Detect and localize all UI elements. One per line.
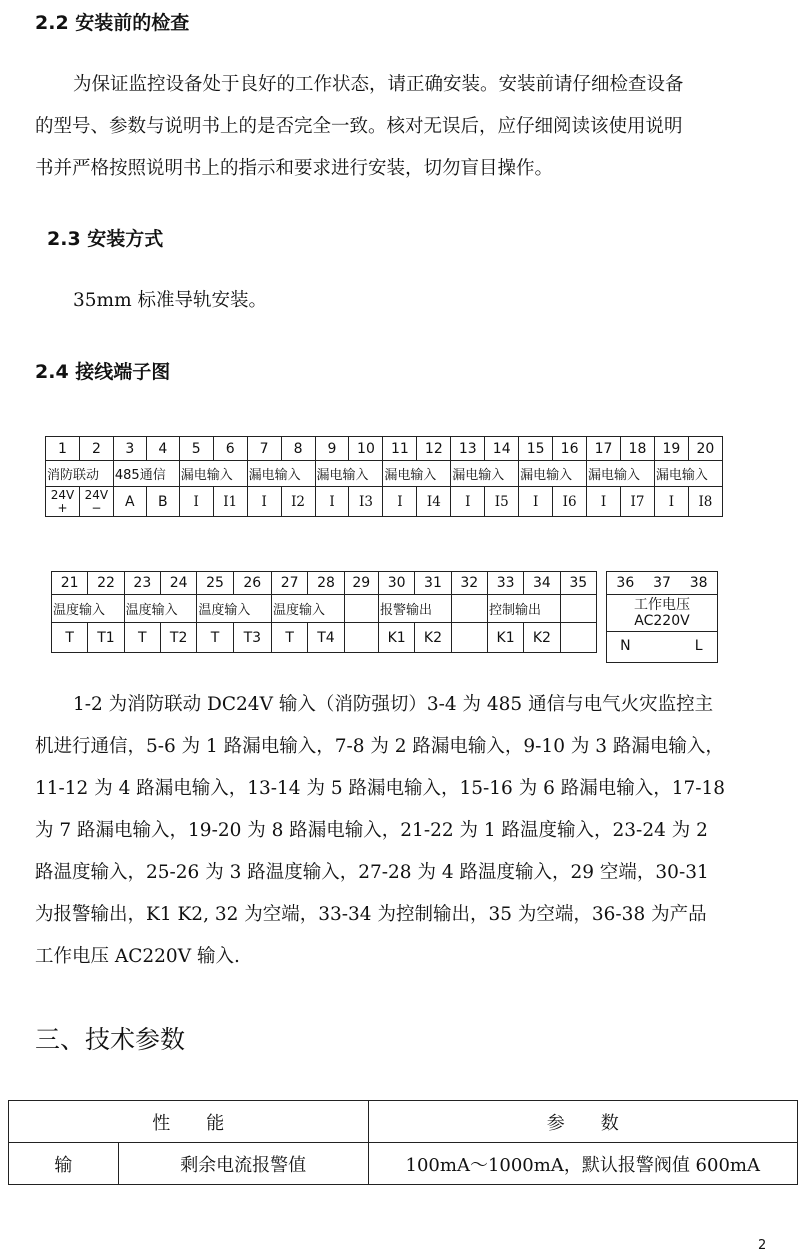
para-line: 1-2 为消防联动 DC24V 输入（消防强切）3-4 为 485 通信与电气火灾监控主 (73, 694, 714, 715)
power-label-line2: AC220V (634, 613, 690, 629)
terminal-io: I4 (417, 487, 451, 517)
terminal-group-label: 漏电输入 (519, 461, 587, 487)
terminal-io: K1 (378, 623, 414, 653)
terminal-io (451, 623, 487, 653)
wiring-description (35, 684, 797, 978)
terminal-number: 23 (124, 572, 160, 595)
terminal-number: 33 (487, 572, 523, 595)
terminal-io: T1 (88, 623, 124, 653)
terminal-io: I (654, 487, 688, 517)
terminal-group-label: 温度输入 (52, 595, 125, 623)
terminal-number: 22 (88, 572, 124, 595)
terminal-group-label: 漏电输入 (179, 461, 247, 487)
terminal-io: K2 (415, 623, 451, 653)
terminal-number: 10 (349, 437, 383, 461)
spec-category: 输 (9, 1143, 119, 1185)
terminal-group-label: 485通信 (113, 461, 179, 487)
terminal-number: 3 (113, 437, 146, 461)
terminal-number: 2 (79, 437, 113, 461)
terminal-number: 8 (281, 437, 315, 461)
terminal-number: 15 (519, 437, 553, 461)
terminal-io: I (587, 487, 621, 517)
terminal-number: 11 (383, 437, 417, 461)
power-number-row (607, 572, 717, 595)
terminal-number: 1 (46, 437, 80, 461)
para-line: 的型号、参数与说明书上的是否完全一致。核对无误后，应仔细阅读该使用说明 (35, 116, 683, 137)
terminal-io: I2 (281, 487, 315, 517)
terminal-io: I (179, 487, 213, 517)
power-label (607, 595, 717, 631)
spec-header-parameter: 参 数 (368, 1101, 797, 1143)
terminal-group-empty (451, 595, 487, 623)
terminal-io (560, 623, 596, 653)
terminal-number: 37 (653, 575, 671, 591)
terminal-io: N (620, 638, 631, 654)
power-terminal-block (606, 571, 718, 663)
terminal-number: 35 (560, 572, 596, 595)
terminal-number: 28 (308, 572, 344, 595)
terminal-24v-plus (46, 487, 80, 517)
terminal-number: 25 (197, 572, 233, 595)
terminal-io: T (271, 623, 307, 653)
terminal-group-label: 控制输出 (487, 595, 560, 623)
terminal-io: T2 (160, 623, 196, 653)
terminal-group-label: 漏电输入 (654, 461, 722, 487)
spec-name: 剩余电流报警值 (118, 1143, 368, 1185)
terminal-group-row (52, 595, 597, 623)
terminal-io: I6 (553, 487, 587, 517)
section-2-3-body: 35mm 标准导轨安装。 (73, 290, 268, 311)
terminal-group-label: 漏电输入 (451, 461, 519, 487)
terminal-io: B (146, 487, 179, 517)
terminal-group-label: 漏电输入 (315, 461, 383, 487)
terminal-io: T (124, 623, 160, 653)
terminal-io: I (451, 487, 485, 517)
terminal-number: 30 (378, 572, 414, 595)
terminal-io: A (113, 487, 146, 517)
terminal-number: 7 (247, 437, 281, 461)
spec-value: 100mA～1000mA，默认报警阀值 600mA (368, 1143, 797, 1185)
para-line: 为 7 路漏电输入，19-20 为 8 路漏电输入，21-22 为 1 路温度输入，23-24 为 2 (35, 820, 708, 841)
section-2-2-title: 2.2 安装前的检查 (35, 12, 190, 34)
para-line: 为保证监控设备处于良好的工作状态，请正确安装。安装前请仔细检查设备 (73, 74, 684, 95)
terminal-number: 16 (553, 437, 587, 461)
terminal-io: I5 (485, 487, 519, 517)
terminal-number: 5 (179, 437, 213, 461)
terminal-io: K2 (524, 623, 560, 653)
terminal-group-row (46, 461, 723, 487)
polarity-label: − (91, 500, 102, 515)
spec-header-row (9, 1101, 798, 1143)
terminal-io: I (315, 487, 349, 517)
voltage-label: 24V (84, 487, 109, 502)
terminal-group-label: 漏电输入 (247, 461, 315, 487)
terminal-number: 32 (451, 572, 487, 595)
power-io-row (607, 631, 717, 660)
terminal-io: L (694, 638, 703, 654)
terminal-number: 12 (417, 437, 451, 461)
terminal-group-label: 漏电输入 (587, 461, 655, 487)
page-number: 2 (758, 1238, 767, 1253)
terminal-number: 34 (524, 572, 560, 595)
terminal-number: 9 (315, 437, 349, 461)
terminal-io: I8 (688, 487, 722, 517)
polarity-label: + (57, 500, 68, 515)
para-line: 为报警输出，K1 K2, 32 为空端，33-34 为控制输出，35 为空端，36-38 为产品 (35, 904, 707, 925)
terminal-group-label: 温度输入 (197, 595, 272, 623)
terminal-number: 21 (52, 572, 88, 595)
terminal-number: 17 (587, 437, 621, 461)
terminal-group-empty (560, 595, 596, 623)
section-3-title: 三、技术参数 (35, 1025, 186, 1054)
terminal-number: 6 (213, 437, 247, 461)
terminal-io: I (519, 487, 553, 517)
terminal-group-label: 漏电输入 (383, 461, 451, 487)
terminal-group-label: 温度输入 (124, 595, 197, 623)
terminal-io: I1 (213, 487, 247, 517)
terminal-number-row (46, 437, 723, 461)
terminal-io: T (52, 623, 88, 653)
terminal-number: 13 (451, 437, 485, 461)
terminal-io: T4 (308, 623, 344, 653)
terminal-group-label: 消防联动 (46, 461, 114, 487)
terminal-number: 19 (654, 437, 688, 461)
terminal-io: I7 (620, 487, 654, 517)
terminal-number: 18 (620, 437, 654, 461)
terminal-io: T3 (233, 623, 271, 653)
terminal-24v-minus (79, 487, 113, 517)
para-line: 路温度输入，25-26 为 3 路温度输入，27-28 为 4 路温度输入，29 空端，30-31 (35, 862, 709, 883)
terminal-io: I (383, 487, 417, 517)
terminal-number: 36 (616, 575, 635, 591)
terminal-number: 14 (485, 437, 519, 461)
terminal-io: T (197, 623, 233, 653)
terminal-io-row (46, 487, 723, 517)
para-line: 机进行通信，5-6 为 1 路漏电输入，7-8 为 2 路漏电输入，9-10 为 3 路漏电输入， (35, 736, 724, 757)
terminal-number: 38 (689, 575, 708, 591)
voltage-label: 24V (50, 487, 75, 502)
terminal-io-row (52, 623, 597, 653)
terminal-number: 31 (415, 572, 451, 595)
section-2-4-title: 2.4 接线端子图 (35, 361, 171, 383)
terminal-number: 20 (688, 437, 722, 461)
terminal-number: 26 (233, 572, 271, 595)
terminal-group-label: 报警输出 (378, 595, 451, 623)
spec-header-performance: 性 能 (9, 1101, 369, 1143)
para-line: 11-12 为 4 路漏电输入，13-14 为 5 路漏电输入，15-16 为 6 路漏电输入，17-18 (35, 778, 726, 799)
section-2-3-title: 2.3 安装方式 (47, 228, 164, 250)
spec-row (9, 1143, 798, 1185)
terminal-number: 27 (271, 572, 307, 595)
terminal-number: 24 (160, 572, 196, 595)
terminal-number-row (52, 572, 597, 595)
terminal-io (644, 632, 681, 660)
spec-table (8, 1100, 798, 1185)
terminal-io (344, 623, 378, 653)
terminal-io: I3 (349, 487, 383, 517)
power-label-line1: 工作电压 (634, 597, 690, 613)
terminal-table-top (45, 436, 723, 517)
terminal-group-label: 温度输入 (271, 595, 344, 623)
terminal-number: 4 (146, 437, 179, 461)
section-2-2-body (35, 64, 795, 190)
terminal-io: I (247, 487, 281, 517)
terminal-table-bottom (51, 571, 597, 653)
para-line: 工作电压 AC220V 输入. (35, 946, 240, 967)
para-line: 书并严格按照说明书上的指示和要求进行安装，切勿盲目操作。 (35, 158, 554, 179)
terminal-io: K1 (487, 623, 523, 653)
terminal-number: 29 (344, 572, 378, 595)
terminal-group-empty (344, 595, 378, 623)
